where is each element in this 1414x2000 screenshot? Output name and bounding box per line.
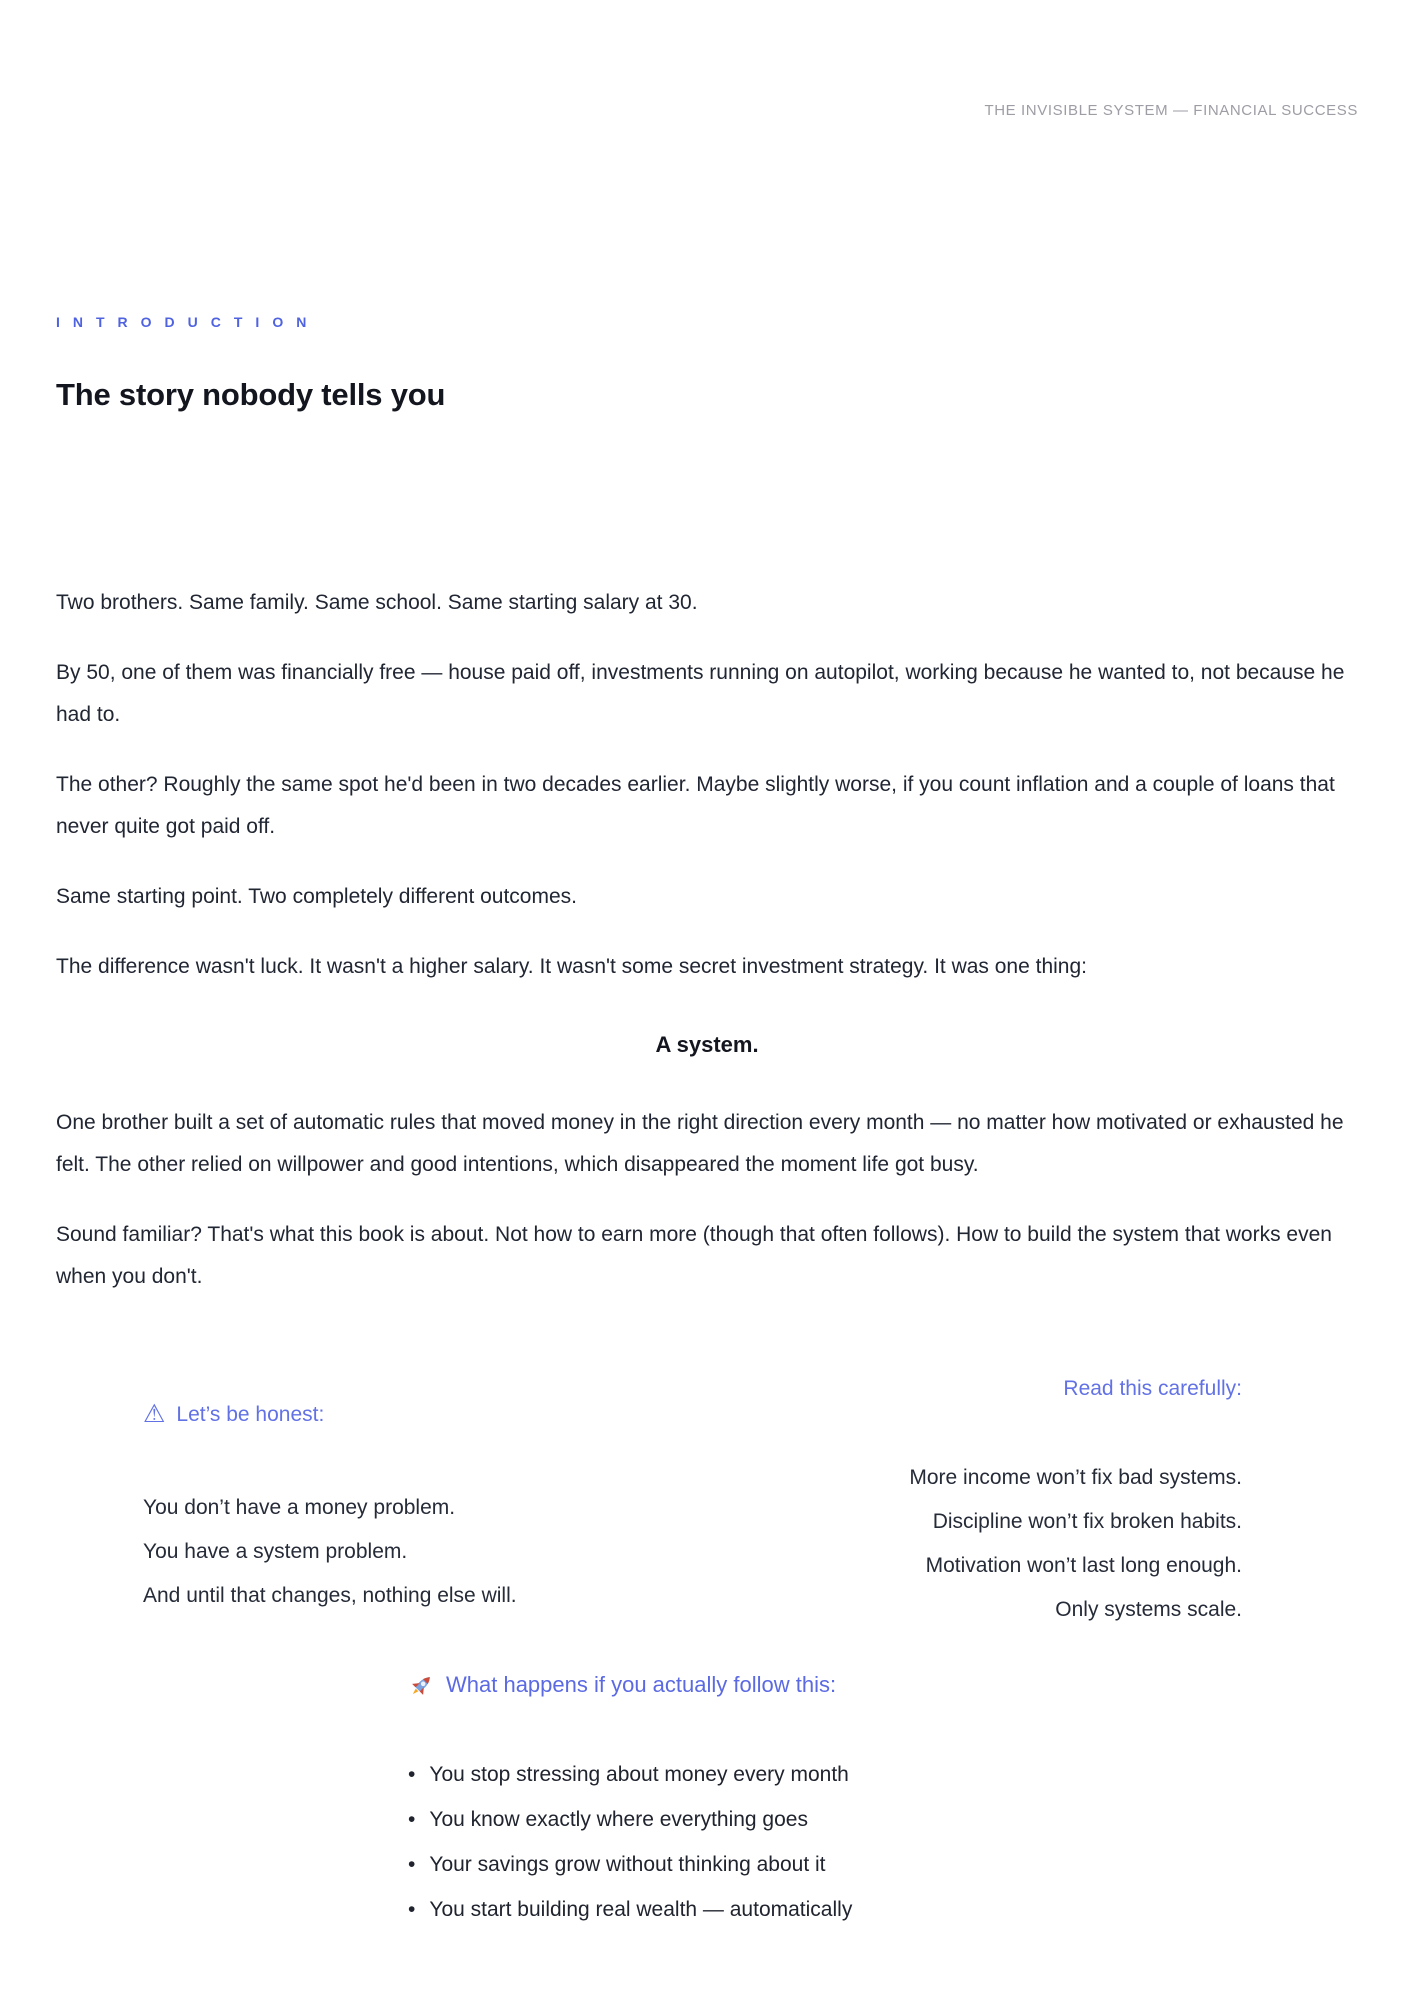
honest-line: And until that changes, nothing else will. [143,1584,517,1607]
paragraph: Two brothers. Same family. Same school. Same starting salary at 30. [56,591,698,614]
rocket-icon [408,1672,435,1699]
page-title: The story nobody tells you [56,377,446,412]
paragraph: Sound familiar? That's what this book is about. Not how to earn more (though that often follows). How to build the system that works even when you don't. [56,1223,1332,1288]
paragraph: One brother built a set of automatic rules that moved money in the right direction every month — no matter how motivated or exhausted he felt. The other relied on willpower and good intentions, which disappeared the moment life got busy. [56,1111,1344,1176]
honest-heading [143,1400,707,1430]
honest-line: You don’t have a money problem. [143,1496,456,1519]
honest-heading-text: Let’s be honest: [176,1403,325,1426]
callout-a-system: A system. [655,1032,759,1057]
honest-body [143,1486,707,1618]
carefully-line: Discipline won’t fix broken habits. [932,1510,1242,1533]
paragraph: The difference wasn't luck. It wasn't a higher salary. It wasn't some secret investment strategy. It was one thing: [56,955,1087,978]
carefully-body [707,1456,1242,1632]
running-header: THE INVISIBLE SYSTEM — FINANCIAL SUCCESS [984,102,1358,119]
follow-heading-text: What happens if you actually follow this: [446,1672,837,1697]
carefully-heading: Read this carefully: [1063,1377,1242,1400]
benefits-list [408,1752,1358,1932]
warning-triangle-icon: ⚠ [143,1399,166,1428]
follow-section [408,1670,1358,1932]
carefully-line: More income won’t fix bad systems. [909,1466,1242,1489]
paragraph: By 50, one of them was financially free — house paid off, investments running on autopilot, working because he wanted to, not because he had to. [56,661,1345,726]
paragraph: Same starting point. Two completely different outcomes. [56,885,577,908]
honest-block [56,1374,707,1632]
benefit-item: • You know exactly where everything goes [408,1797,1358,1842]
honest-line: You have a system problem. [143,1540,408,1563]
section-kicker: INTRODUCTION [56,314,320,330]
paragraph: The other? Roughly the same spot he'd been in two decades earlier. Maybe slightly worse, if you count inflation and a couple of loans that never quite got paid off. [56,773,1335,838]
carefully-line: Motivation won’t last long enough. [925,1554,1242,1577]
carefully-line: Only systems scale. [1055,1598,1242,1621]
benefit-item: • You start building real wealth — automatically [408,1887,1358,1932]
benefit-item: • You stop stressing about money every month [408,1752,1358,1797]
carefully-block [707,1374,1358,1632]
benefit-item: • Your savings grow without thinking about it [408,1842,1358,1887]
intro-prose [56,582,1358,1298]
two-column-section [56,1374,1358,1632]
follow-heading [408,1670,1358,1700]
